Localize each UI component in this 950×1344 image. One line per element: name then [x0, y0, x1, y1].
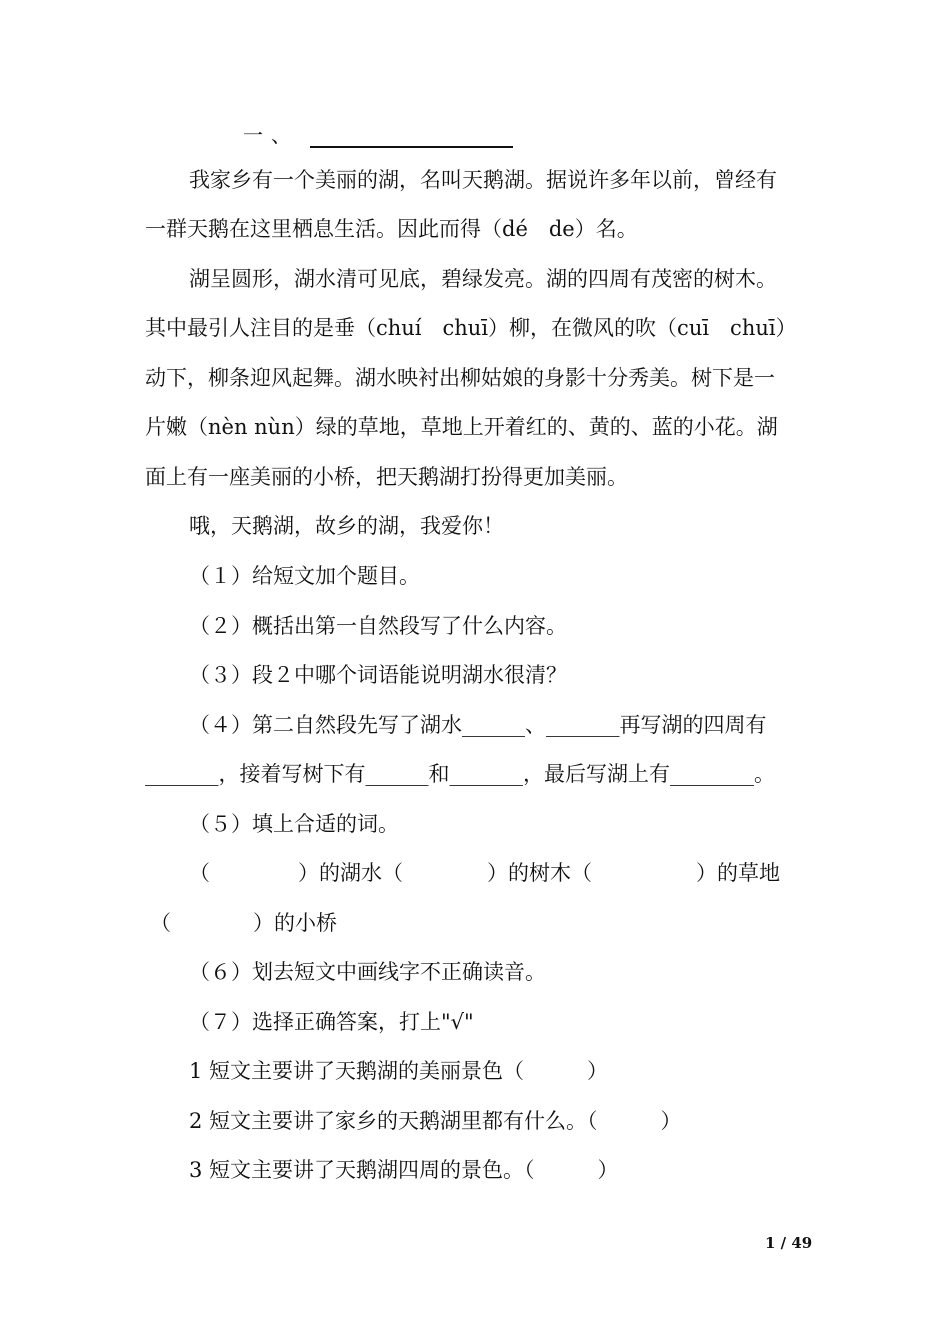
question-5-fill-row2 — [150, 908, 820, 938]
fill-d-close: ）的小桥 — [253, 911, 337, 935]
question-7-option-2: 2 短文主要讲了家乡的天鹅湖里都有什么。（ ） — [189, 1109, 682, 1133]
fill-c-close: ）的草地 — [696, 861, 780, 885]
fill-d-open: （ — [150, 911, 171, 935]
question-7-option-3: 3 短文主要讲了天鹅湖四周的景色。（ ） — [189, 1158, 619, 1182]
question-5: （５）填上合适的词。 — [189, 812, 399, 836]
question-7-option-1: 1 短文主要讲了天鹅湖的美丽景色（ ） — [189, 1059, 609, 1083]
question-6: （６）划去短文中画线字不正确读音。 — [189, 960, 546, 984]
passage-p2-line4: 片嫩（nèn nùn）绿的草地，草地上开着红的、黄的、蓝的小花。湖 — [145, 415, 778, 439]
fill-a-close: ）的湖水（ — [298, 861, 403, 885]
heading-number: 一、 — [243, 123, 299, 147]
question-3: （３）段２中哪个词语能说明湖水很清？ — [189, 663, 567, 687]
question-2: （２）概括出第一自然段写了什么内容。 — [189, 614, 567, 638]
question-5-fill-row1 — [189, 858, 815, 888]
passage-p2-line2: 其中最引人注目的是垂（chuí chuī）柳，在微风的吹（cuī chuī） — [145, 316, 797, 340]
question-4-line1: （４）第二自然段先写了湖水______、_______再写湖的四周有 — [189, 713, 767, 737]
title-blank-line — [310, 146, 513, 148]
fill-b-close: ）的树木（ — [487, 861, 592, 885]
passage-p2-line5: 面上有一座美丽的小桥，把天鹅湖打扮得更加美丽。 — [145, 465, 628, 489]
fill-a-open: （ — [189, 861, 210, 885]
page-number: 1 / 49 — [765, 1234, 813, 1252]
passage-p2-line1: 湖呈圆形，湖水清可见底，碧绿发亮。湖的四周有茂密的树木。 — [189, 267, 777, 291]
question-7: （７）选择正确答案，打上"√" — [189, 1010, 474, 1034]
passage-p1-line2: 一群天鹅在这里栖息生活。因此而得（dé de）名。 — [145, 217, 638, 241]
passage-p2-line3: 动下，柳条迎风起舞。湖水映衬出柳姑娘的身影十分秀美。树下是一 — [145, 366, 775, 390]
heading — [243, 120, 299, 150]
passage-p3-line1: 哦，天鹅湖，故乡的湖，我爱你！ — [189, 514, 504, 538]
question-1: （１）给短文加个题目。 — [189, 564, 420, 588]
passage-p1-line1: 我家乡有一个美丽的湖，名叫天鹅湖。据说许多年以前，曾经有 — [189, 168, 777, 192]
question-4-line2: _______，接着写树下有______和_______，最后写湖上有________。 — [145, 762, 775, 786]
